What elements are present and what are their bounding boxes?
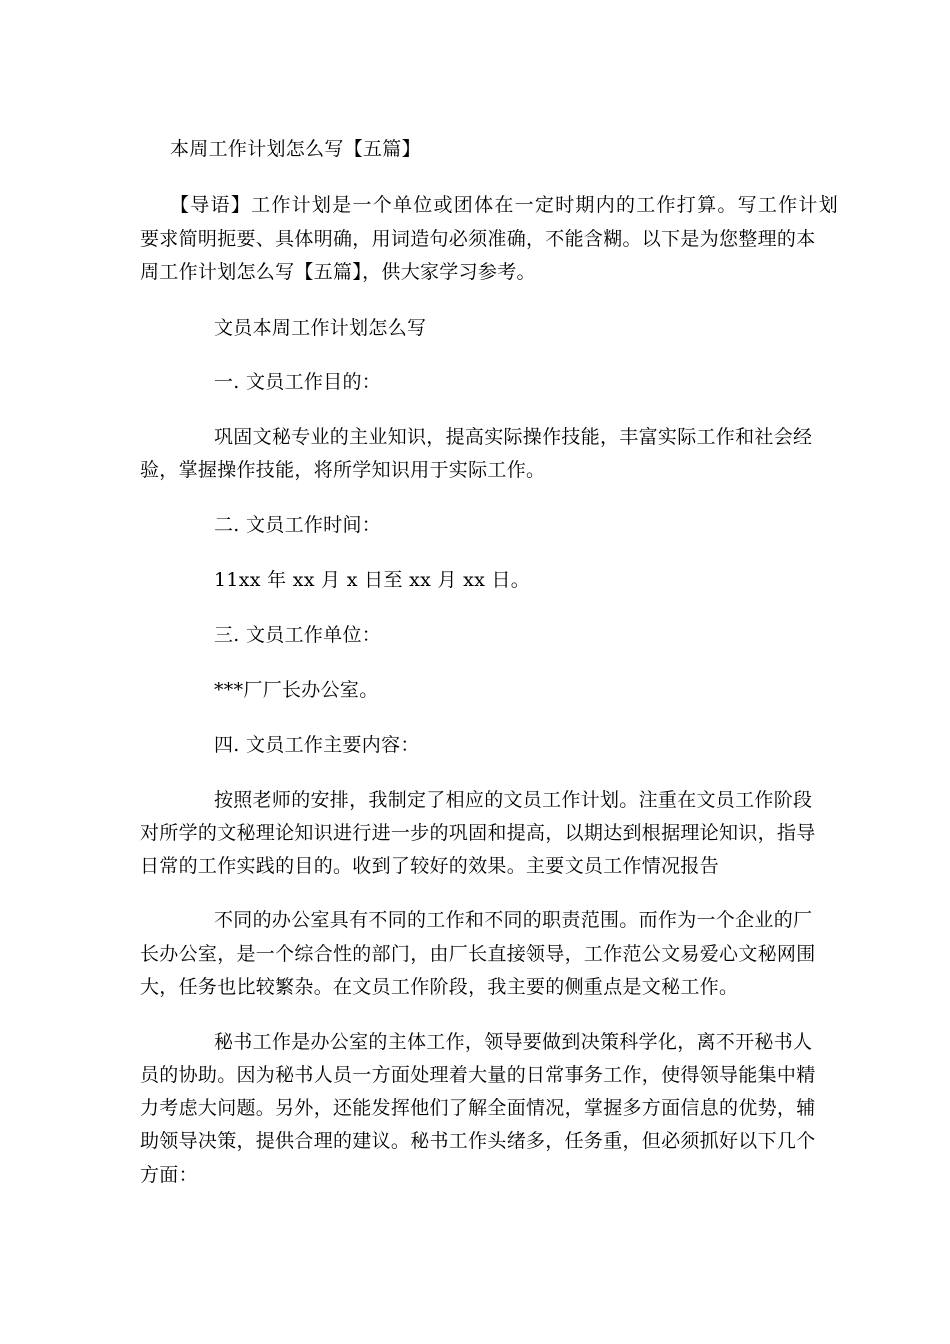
heading-content: 四. 文员工作主要内容： [214, 734, 420, 756]
heading-unit: 三. 文员工作单位： [214, 624, 382, 646]
work-time: 11xx 年 xx 月 x 日至 xx 月 xx 日。 [214, 569, 531, 591]
section-title: 文员本周工作计划怎么写 [214, 317, 427, 339]
content-line-1: 按照老师的安排，我制定了相应的文员工作计划。注重在文员工作阶段 [214, 789, 813, 811]
content-line-3: 日常的工作实践的目的。收到了较好的效果。主要文员工作情况报告 [140, 855, 720, 877]
secretary-line-4: 助领导决策，提供合理的建议。秘书工作头绪多，任务重，但必须抓好以下几个 [140, 1130, 816, 1152]
heading-time: 二. 文员工作时间： [214, 514, 382, 536]
secretary-line-3: 力考虑大问题。另外，还能发挥他们了解全面情况，掌握多方面信息的优势，辅 [140, 1097, 816, 1119]
heading-goal: 一. 文员工作目的： [214, 371, 382, 393]
office-line-1: 不同的办公室具有不同的工作和不同的职责范围。而作为一个企业的厂 [214, 909, 813, 931]
secretary-line-2: 员的协助。因为秘书人员一方面处理着大量的日常事务工作，使得领导能集中精 [140, 1064, 816, 1086]
intro-line-2: 要求简明扼要、具体明确，用词造句必须准确，不能含糊。以下是为您整理的本 [140, 228, 816, 250]
secretary-line-5: 方面： [140, 1164, 198, 1186]
secretary-line-1: 秘书工作是办公室的主体工作，领导要做到决策科学化，离不开秘书人 [214, 1031, 813, 1053]
intro-line-3: 周工作计划怎么写【五篇】，供大家学习参考。 [140, 261, 536, 283]
document-title: 本周工作计划怎么写【五篇】 [170, 138, 421, 160]
content-line-2: 对所学的文秘理论知识进行进一步的巩固和提高，以期达到根据理论知识，指导 [140, 822, 816, 844]
goal-line-1: 巩固文秘专业的主业知识，提高实际操作技能，丰富实际工作和社会经 [214, 426, 813, 448]
office-line-3: 大，任务也比较繁杂。在文员工作阶段，我主要的侧重点是文秘工作。 [140, 976, 739, 998]
work-unit: ***厂厂长办公室。 [214, 679, 379, 701]
office-line-2: 长办公室，是一个综合性的部门，由厂长直接领导，工作范公文易爱心文秘网围 [140, 943, 816, 965]
intro-line-1: 【导语】工作计划是一个单位或团体在一定时期内的工作打算。写工作计划 [170, 194, 838, 216]
goal-line-2: 验，掌握操作技能，将所学知识用于实际工作。 [140, 459, 546, 481]
